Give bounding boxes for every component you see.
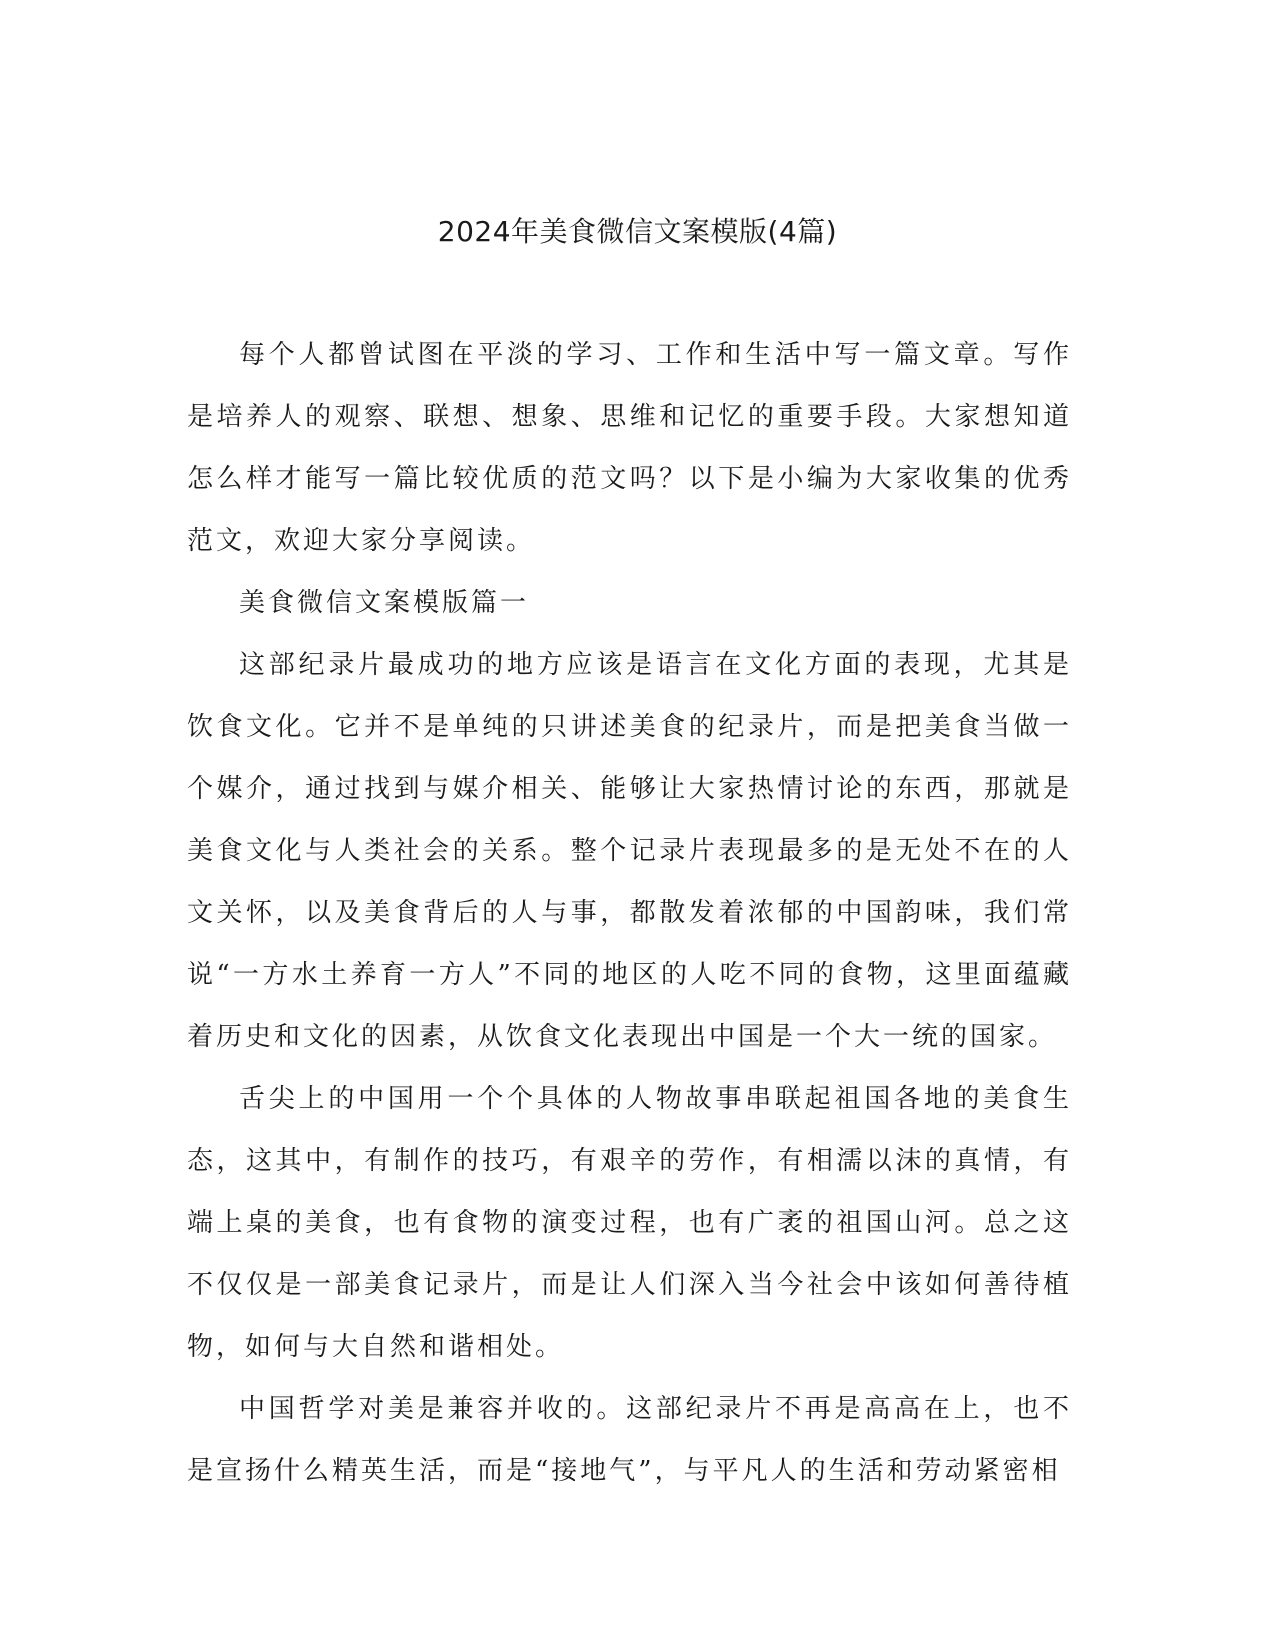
body-paragraph: 这部纪录片最成功的地方应该是语言在文化方面的表现，尤其是饮食文化。它并不是单纯的只讲述美食的纪录片，而是把美食当做一个媒介，通过找到与媒介相关、能够让大家热情讨论的东西，那就是美食文化与人类社会的关系。整个记录片表现最多的是无处不在的人文关怀，以及美食背后的人与事，都散发着浓郁的中国韵味，我们常说“一方水土养育一方人”不同的地区的人吃不同的食物，这里面蕴藏着历史和文化的因素，从饮食文化表现出中国是一个大一统的国家。 [187, 650, 1072, 1052]
body-paragraph: 中国哲学对美是兼容并收的。这部纪录片不再是高高在上，也不是宣扬什么精英生活，而是“接地气”，与平凡人的生活和劳动紧密相 [187, 1394, 1072, 1486]
document-body [187, 324, 1072, 1502]
intro-paragraph: 每个人都曾试图在平淡的学习、工作和生活中写一篇文章。写作是培养人的观察、联想、想象、思维和记忆的重要手段。大家想知道怎么样才能写一篇比较优质的范文吗？以下是小编为大家收集的优秀范文，欢迎大家分享阅读。 [187, 340, 1072, 556]
document-title: 2024年美食微信文案模版(4篇) [437, 215, 838, 248]
body-paragraph: 舌尖上的中国用一个个具体的人物故事串联起祖国各地的美食生态，这其中，有制作的技巧，有艰辛的劳作，有相濡以沫的真情，有端上桌的美食，也有食物的演变过程，也有广袤的祖国山河。总之这不仅仅是一部美食记录片，而是让人们深入当今社会中该如何善待植物，如何与大自然和谐相处。 [187, 1084, 1072, 1362]
section-heading: 美食微信文案模版篇一 [239, 588, 530, 618]
